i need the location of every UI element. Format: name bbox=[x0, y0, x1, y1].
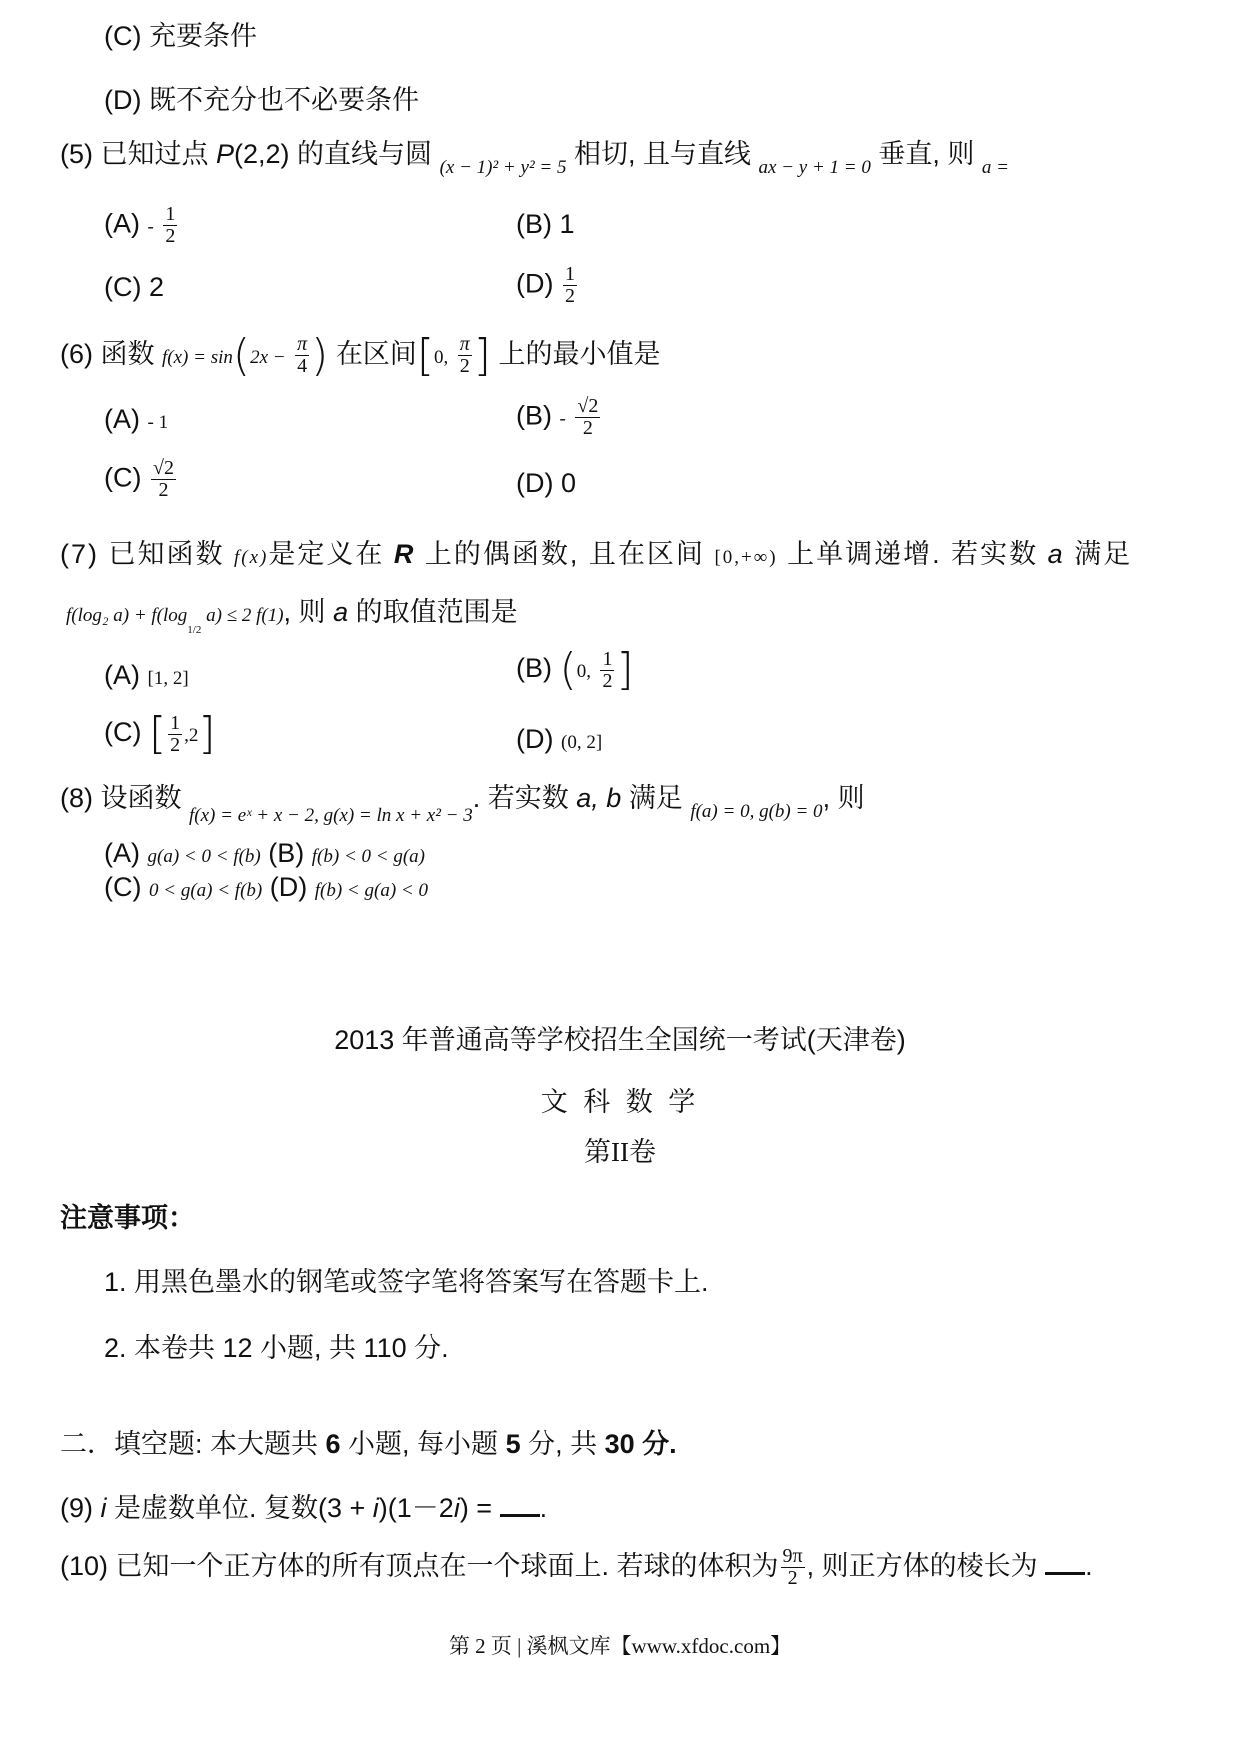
q5-line-equation: ax − y + 1 = 0 bbox=[758, 157, 871, 178]
q8-option-b-value: f(b) < 0 < g(a) bbox=[311, 846, 426, 867]
section-2-heading bbox=[60, 1422, 677, 1461]
q5-a-num: 1 bbox=[165, 203, 176, 225]
q8-conditions: f(a) = 0, g(b) = 0 bbox=[690, 801, 823, 822]
q7-real-set: R bbox=[393, 539, 416, 569]
q7-option-c-fraction bbox=[168, 713, 182, 756]
q8-options-row1 bbox=[104, 838, 425, 869]
q9-text-2: )(1－2 bbox=[378, 1493, 454, 1523]
q7-text-2: 上的偶函数, 且在区间 bbox=[424, 539, 705, 569]
section-2-text-3: 分. bbox=[634, 1429, 677, 1459]
q6-interval-left: 0, bbox=[433, 347, 449, 368]
q6-arg-den: 4 bbox=[297, 355, 308, 378]
q7-c-num: 1 bbox=[170, 711, 181, 734]
q5-stem bbox=[60, 132, 1009, 178]
q8-option-c-label: (C) bbox=[104, 872, 142, 902]
q6-interval-fraction bbox=[458, 334, 472, 377]
q5-circle-equation: (x − 1)² + y² = 5 bbox=[439, 157, 567, 178]
q5-point-rest: (2,2) 的直线与圆 bbox=[234, 139, 433, 169]
notes-item-1: 1. 用黑色墨水的钢笔或签字笔将答案写在答题卡上. bbox=[104, 1267, 709, 1297]
q7-lead: (7) 已知函数 bbox=[60, 539, 225, 569]
q5-ask: a = bbox=[981, 157, 1009, 178]
q10-num: 9π bbox=[782, 1545, 803, 1568]
q9-i-3: i bbox=[453, 1493, 460, 1523]
q7-option-a-label: (A) bbox=[104, 660, 140, 690]
q6-function: f(x) = sin bbox=[162, 347, 233, 368]
q5-a-den: 2 bbox=[165, 225, 176, 247]
q6-b-num: √2 bbox=[577, 395, 599, 417]
q10-den: 2 bbox=[787, 1567, 798, 1590]
exam-volume: 第II卷 bbox=[584, 1137, 656, 1167]
q7-fx: f(x) bbox=[234, 547, 269, 568]
q6-arg-left: 2x − bbox=[250, 347, 286, 368]
q7-b-paren: ( bbox=[559, 644, 577, 695]
q7-log-base: 1/2 bbox=[187, 624, 202, 636]
q6-bracket-close: ] bbox=[473, 329, 491, 381]
q7-stem-line2 bbox=[66, 590, 518, 636]
q7-text-4: 满足 bbox=[1074, 539, 1133, 569]
q7-inequality: f(log₂ a) + f(log bbox=[66, 605, 188, 626]
q5-point: P bbox=[216, 139, 235, 169]
q8-functions: f(x) = eˣ + x − 2, g(x) = ln x + x² − 3 bbox=[189, 805, 473, 826]
exam-subject: 文 科 数 学 bbox=[540, 1087, 700, 1117]
q7-option-a bbox=[104, 660, 189, 691]
q5-option-d bbox=[516, 264, 579, 307]
q5-option-a-sign: - bbox=[147, 216, 154, 238]
q5-mid: 相切, 且与直线 bbox=[573, 139, 751, 169]
q7-option-c-label: (C) bbox=[104, 717, 142, 748]
q10-stem bbox=[60, 1544, 1093, 1589]
section-2-text-1: 小题, 每小题 bbox=[340, 1429, 506, 1459]
q5-option-a-label: (A) bbox=[104, 208, 140, 239]
q5-option-d-fraction bbox=[563, 264, 577, 307]
q7-c-bracket-open: [ bbox=[149, 708, 167, 759]
q9-answer-blank bbox=[500, 1492, 540, 1517]
q9-i: i bbox=[100, 1493, 107, 1523]
q6-option-c-label: (C) bbox=[104, 462, 142, 493]
q8-text-1: . 若实数 bbox=[472, 783, 569, 813]
q6-option-c bbox=[104, 458, 178, 501]
q6-paren-open: ( bbox=[232, 329, 251, 381]
q9-text-3: ) = bbox=[459, 1493, 500, 1523]
q10-answer-blank bbox=[1045, 1550, 1085, 1575]
q5-option-d-label: (D) bbox=[516, 268, 554, 299]
q8-option-d-value: f(b) < g(a) < 0 bbox=[314, 880, 428, 901]
q4-option-c: (C) 充要条件 bbox=[104, 21, 257, 51]
q6-tail: 上的最小值是 bbox=[498, 339, 661, 369]
q7-option-b-label: (B) bbox=[516, 653, 552, 684]
q6-int-den: 2 bbox=[459, 355, 470, 378]
q6-c-den: 2 bbox=[158, 479, 169, 501]
q8-option-b-label: (B) bbox=[268, 838, 305, 868]
section-2-count: 6 bbox=[325, 1429, 341, 1459]
q8-text-3: , 则 bbox=[822, 783, 865, 813]
notes-title: 注意事项： bbox=[60, 1203, 195, 1233]
q5-d-den: 2 bbox=[565, 285, 575, 307]
q10-volume-fraction bbox=[781, 1546, 805, 1589]
q5-tail: 垂直, 则 bbox=[878, 139, 975, 169]
q7-option-b bbox=[516, 644, 634, 695]
section-2-text-2: 分, 共 bbox=[520, 1429, 605, 1459]
section-2-points-total: 30 bbox=[604, 1429, 635, 1459]
q8-variables: a, b bbox=[576, 783, 622, 813]
q7-stem-line1 bbox=[60, 532, 1132, 571]
q6-option-a bbox=[104, 404, 168, 435]
q7-c-right: ,2 bbox=[184, 725, 199, 747]
q7-c-den: 2 bbox=[170, 733, 181, 756]
q10-lead: (10) 已知一个正方体的所有顶点在一个球面上. 若球的体积为 bbox=[60, 1551, 779, 1581]
q6-stem bbox=[60, 329, 661, 381]
q7-inequality-tail: a) ≤ 2 f(1) bbox=[201, 605, 284, 626]
q8-stem bbox=[60, 776, 865, 826]
q7-text-3: 上单调递增. 若实数 bbox=[787, 539, 1039, 569]
q6-option-c-fraction bbox=[151, 458, 176, 501]
q7-c-bracket-close: ] bbox=[198, 708, 216, 759]
q4-option-d: (D) 既不充分也不必要条件 bbox=[104, 85, 419, 115]
q8-option-d-label: (D) bbox=[269, 872, 308, 902]
q8-option-a-label: (A) bbox=[104, 838, 140, 868]
q7-b-left: 0, bbox=[576, 661, 591, 683]
q8-option-c-value: 0 < g(a) < f(b) bbox=[149, 880, 263, 901]
q7-option-d-value: (0, 2] bbox=[561, 732, 603, 753]
q7-b-num: 1 bbox=[602, 647, 613, 670]
exam-title: 2013 年普通高等学校招生全国统一考试(天津卷) bbox=[334, 1025, 906, 1055]
section-2-lead: 二．填空题: 本大题共 bbox=[60, 1429, 326, 1459]
q9-lead: (9) bbox=[60, 1493, 101, 1523]
q9-stem bbox=[60, 1486, 547, 1525]
q7-option-a-value: [1, 2] bbox=[147, 668, 189, 689]
q7-option-c bbox=[104, 708, 216, 759]
q8-options-row2 bbox=[104, 872, 428, 903]
q6-lead: (6) 函数 bbox=[60, 339, 155, 369]
q6-option-b bbox=[516, 396, 602, 439]
q7-text-1: 是定义在 bbox=[268, 539, 385, 569]
q7-text-6: 的取值范围是 bbox=[355, 597, 518, 627]
section-2-points-each: 5 bbox=[505, 1429, 521, 1459]
q10-end: . bbox=[1085, 1551, 1093, 1581]
q6-option-b-label: (B) bbox=[516, 400, 552, 431]
q9-i-2: i bbox=[372, 1493, 379, 1523]
q9-text-1: 是虚数单位. 复数(3 + bbox=[106, 1493, 373, 1523]
q6-c-num: √2 bbox=[153, 457, 174, 479]
q6-option-b-fraction bbox=[575, 396, 600, 439]
q7-b-den: 2 bbox=[602, 669, 613, 692]
q7-option-d-label: (D) bbox=[516, 724, 554, 754]
q6-bracket-open: [ bbox=[416, 329, 434, 381]
q6-int-num: π bbox=[459, 333, 470, 356]
q5-option-a-fraction bbox=[163, 204, 177, 247]
page-footer: 第 2 页 | 溪枫文库【www.xfdoc.com】 bbox=[448, 1634, 792, 1658]
q7-variable-a-2: a bbox=[333, 597, 349, 627]
q6-option-b-sign: - bbox=[559, 408, 566, 430]
q5-d-num: 1 bbox=[565, 263, 575, 285]
q6-option-a-value: - 1 bbox=[147, 412, 169, 433]
q6-b-den: 2 bbox=[582, 417, 593, 439]
q7-text-5: , 则 bbox=[283, 597, 326, 627]
q6-option-d: (D) 0 bbox=[516, 468, 576, 498]
q8-option-a-value: g(a) < 0 < f(b) bbox=[147, 846, 261, 867]
q7-variable-a: a bbox=[1047, 539, 1065, 569]
q10-tail: , 则正方体的棱长为 bbox=[806, 1551, 1046, 1581]
q6-mid: 在区间 bbox=[335, 339, 417, 369]
q6-paren-close: ) bbox=[311, 329, 329, 381]
q6-arg-fraction bbox=[295, 334, 309, 377]
q6-option-a-label: (A) bbox=[104, 404, 140, 434]
q5-option-b: (B) 1 bbox=[516, 209, 575, 239]
q7-option-b-fraction bbox=[600, 649, 614, 692]
notes-item-2: 2. 本卷共 12 小题, 共 110 分. bbox=[104, 1333, 449, 1363]
q5-lead: (5) 已知过点 bbox=[60, 139, 217, 169]
q7-b-bracket: ] bbox=[616, 644, 634, 695]
q7-option-d bbox=[516, 724, 602, 755]
q8-text-2: 满足 bbox=[628, 783, 683, 813]
q5-option-a bbox=[104, 204, 179, 247]
q5-option-c: (C) 2 bbox=[104, 272, 164, 302]
q8-lead: (8) 设函数 bbox=[60, 783, 182, 813]
q9-end: . bbox=[539, 1493, 548, 1523]
q7-interval: [0,+∞) bbox=[714, 547, 778, 568]
q6-arg-num: π bbox=[297, 333, 308, 356]
